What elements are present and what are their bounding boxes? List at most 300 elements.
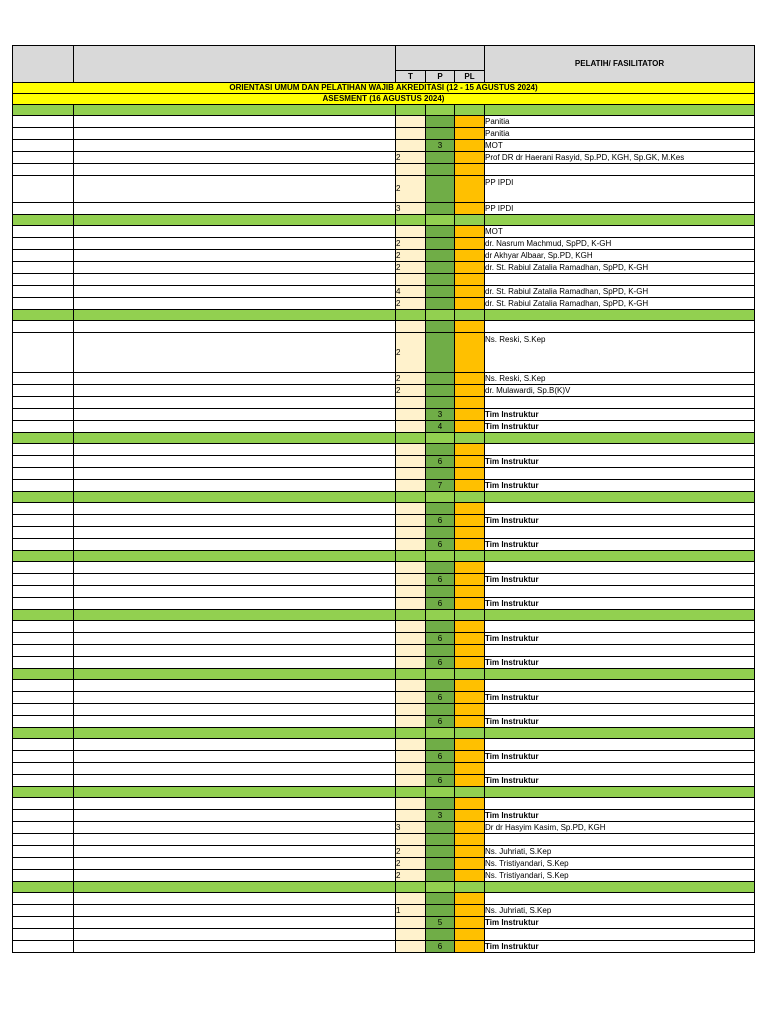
activity-cell xyxy=(74,128,396,140)
table-row xyxy=(13,286,755,298)
table-row xyxy=(13,834,755,846)
hours-pl-cell xyxy=(455,633,485,645)
divider-cell xyxy=(455,310,485,321)
facilitator-cell: Tim Instruktur xyxy=(485,480,755,492)
row-number-cell xyxy=(13,917,74,929)
table-row xyxy=(13,128,755,140)
divider-cell xyxy=(455,105,485,116)
section-divider-row xyxy=(13,215,755,226)
hours-pl-cell xyxy=(455,657,485,669)
divider-cell xyxy=(13,105,74,116)
facilitator-cell: Panitia xyxy=(485,128,755,140)
divider-cell xyxy=(74,492,396,503)
hours-t-cell xyxy=(396,586,426,598)
facilitator-cell: Panitia xyxy=(485,116,755,128)
row-number-cell xyxy=(13,226,74,238)
table-row xyxy=(13,274,755,286)
activity-cell xyxy=(74,527,396,539)
facilitator-cell xyxy=(485,321,755,333)
activity-cell xyxy=(74,421,396,433)
divider-cell xyxy=(396,610,426,621)
row-number-cell xyxy=(13,140,74,152)
hours-p-cell xyxy=(426,274,455,286)
row-number-cell xyxy=(13,586,74,598)
facilitator-cell: Tim Instruktur xyxy=(485,657,755,669)
divider-cell xyxy=(396,310,426,321)
divider-cell xyxy=(485,310,755,321)
activity-cell xyxy=(74,586,396,598)
hours-pl-cell xyxy=(455,164,485,176)
hours-p-cell xyxy=(426,798,455,810)
table-row xyxy=(13,798,755,810)
facilitator-cell xyxy=(485,527,755,539)
facilitator-cell: Ns. Reski, S.Kep xyxy=(485,333,755,373)
hours-p-cell: 6 xyxy=(426,633,455,645)
hours-pl-cell xyxy=(455,152,485,164)
hours-p-cell xyxy=(426,562,455,574)
hours-t-cell xyxy=(396,739,426,751)
table-row xyxy=(13,409,755,421)
divider-cell xyxy=(485,492,755,503)
hours-pl-cell xyxy=(455,775,485,787)
hours-p-cell xyxy=(426,763,455,775)
schedule-table xyxy=(12,45,755,953)
table-row xyxy=(13,515,755,527)
row-number-cell xyxy=(13,116,74,128)
activity-cell xyxy=(74,480,396,492)
hours-p-cell xyxy=(426,929,455,941)
facilitator-cell: MOT xyxy=(485,140,755,152)
hours-p-cell xyxy=(426,385,455,397)
hours-pl-cell xyxy=(455,373,485,385)
activity-cell xyxy=(74,515,396,527)
divider-cell xyxy=(485,433,755,444)
divider-cell xyxy=(13,492,74,503)
hours-p-cell xyxy=(426,468,455,480)
hours-t-cell xyxy=(396,409,426,421)
hours-t-cell: 3 xyxy=(396,203,426,215)
hours-p-cell xyxy=(426,397,455,409)
header-cell-empty xyxy=(74,46,396,83)
section-divider-row xyxy=(13,551,755,562)
hours-t-cell xyxy=(396,503,426,515)
hours-p-cell xyxy=(426,164,455,176)
divider-cell xyxy=(74,610,396,621)
activity-cell xyxy=(74,164,396,176)
row-number-cell xyxy=(13,858,74,870)
hours-t-cell: 2 xyxy=(396,250,426,262)
row-number-cell xyxy=(13,598,74,610)
hours-pl-cell xyxy=(455,321,485,333)
table-row xyxy=(13,870,755,882)
divider-cell xyxy=(455,669,485,680)
table-row xyxy=(13,480,755,492)
hours-pl-cell xyxy=(455,409,485,421)
row-number-cell xyxy=(13,321,74,333)
hours-pl-cell xyxy=(455,226,485,238)
hours-t-cell xyxy=(396,116,426,128)
activity-cell xyxy=(74,203,396,215)
hours-p-cell xyxy=(426,298,455,310)
facilitator-cell: Tim Instruktur xyxy=(485,751,755,763)
row-number-cell xyxy=(13,421,74,433)
activity-cell xyxy=(74,621,396,633)
table-row xyxy=(13,905,755,917)
hours-pl-cell xyxy=(455,539,485,551)
row-number-cell xyxy=(13,680,74,692)
hours-t-cell: 2 xyxy=(396,385,426,397)
table-row xyxy=(13,226,755,238)
table-row xyxy=(13,763,755,775)
hours-p-cell xyxy=(426,680,455,692)
row-number-cell xyxy=(13,503,74,515)
row-number-cell xyxy=(13,468,74,480)
header-cell-empty xyxy=(13,46,74,83)
facilitator-cell: PP IPDI xyxy=(485,176,755,203)
hours-pl-cell xyxy=(455,562,485,574)
table-row xyxy=(13,321,755,333)
hours-t-cell xyxy=(396,574,426,586)
activity-cell xyxy=(74,645,396,657)
hours-p-cell: 6 xyxy=(426,657,455,669)
facilitator-cell: dr. Mulawardi, Sp.B(K)V xyxy=(485,385,755,397)
activity-cell xyxy=(74,834,396,846)
hours-pl-cell xyxy=(455,456,485,468)
row-number-cell xyxy=(13,751,74,763)
divider-cell xyxy=(485,610,755,621)
table-row xyxy=(13,598,755,610)
hours-t-cell xyxy=(396,692,426,704)
facilitator-cell xyxy=(485,274,755,286)
hours-pl-cell xyxy=(455,692,485,704)
hours-pl-cell xyxy=(455,250,485,262)
divider-cell xyxy=(74,105,396,116)
divider-cell xyxy=(426,669,455,680)
facilitator-cell: Tim Instruktur xyxy=(485,456,755,468)
facilitator-cell xyxy=(485,586,755,598)
table-row xyxy=(13,680,755,692)
hours-p-cell: 5 xyxy=(426,917,455,929)
hours-t-cell xyxy=(396,140,426,152)
divider-cell xyxy=(455,551,485,562)
hours-t-cell xyxy=(396,893,426,905)
activity-cell xyxy=(74,929,396,941)
facilitator-cell: MOT xyxy=(485,226,755,238)
divider-cell xyxy=(426,787,455,798)
divider-cell xyxy=(396,787,426,798)
activity-cell xyxy=(74,716,396,728)
divider-cell xyxy=(74,310,396,321)
table-row xyxy=(13,152,755,164)
section-divider-row xyxy=(13,728,755,739)
hours-pl-cell xyxy=(455,680,485,692)
hours-p-cell: 6 xyxy=(426,692,455,704)
row-number-cell xyxy=(13,822,74,834)
activity-cell xyxy=(74,176,396,203)
table-row xyxy=(13,468,755,480)
hours-p-cell xyxy=(426,822,455,834)
divider-cell xyxy=(396,882,426,893)
table-row xyxy=(13,421,755,433)
divider-cell xyxy=(426,728,455,739)
row-number-cell xyxy=(13,562,74,574)
hours-p-cell: 6 xyxy=(426,775,455,787)
row-number-cell xyxy=(13,739,74,751)
hours-p-cell xyxy=(426,373,455,385)
hours-p-cell xyxy=(426,846,455,858)
hours-t-cell xyxy=(396,480,426,492)
table-row xyxy=(13,116,755,128)
divider-cell xyxy=(426,310,455,321)
hours-t-cell xyxy=(396,164,426,176)
col-header-p: P xyxy=(426,71,455,83)
table-row xyxy=(13,238,755,250)
hours-pl-cell xyxy=(455,586,485,598)
divider-cell xyxy=(426,551,455,562)
row-number-cell xyxy=(13,333,74,373)
facilitator-cell xyxy=(485,763,755,775)
hours-pl-cell xyxy=(455,128,485,140)
hours-t-cell xyxy=(396,421,426,433)
row-number-cell xyxy=(13,286,74,298)
hours-pl-cell xyxy=(455,298,485,310)
divider-cell xyxy=(426,610,455,621)
facilitator-cell: Tim Instruktur xyxy=(485,917,755,929)
hours-t-cell xyxy=(396,680,426,692)
row-number-cell xyxy=(13,846,74,858)
hours-pl-cell xyxy=(455,203,485,215)
table-row xyxy=(13,716,755,728)
hours-pl-cell xyxy=(455,333,485,373)
hours-p-cell xyxy=(426,503,455,515)
activity-cell xyxy=(74,321,396,333)
activity-cell xyxy=(74,870,396,882)
schedule-body xyxy=(13,46,755,953)
hours-t-cell xyxy=(396,274,426,286)
row-number-cell xyxy=(13,397,74,409)
facilitator-cell xyxy=(485,503,755,515)
facilitator-cell xyxy=(485,893,755,905)
hours-p-cell xyxy=(426,645,455,657)
section-divider-row xyxy=(13,882,755,893)
hours-t-cell xyxy=(396,128,426,140)
table-row xyxy=(13,203,755,215)
hours-t-cell xyxy=(396,834,426,846)
activity-cell xyxy=(74,657,396,669)
table-row xyxy=(13,262,755,274)
hours-t-cell xyxy=(396,527,426,539)
facilitator-cell xyxy=(485,739,755,751)
hours-pl-cell xyxy=(455,397,485,409)
table-row xyxy=(13,621,755,633)
divider-cell xyxy=(396,669,426,680)
hours-pl-cell xyxy=(455,598,485,610)
activity-cell xyxy=(74,250,396,262)
section-divider-row xyxy=(13,787,755,798)
hours-pl-cell xyxy=(455,846,485,858)
activity-cell xyxy=(74,574,396,586)
facilitator-cell: Tim Instruktur xyxy=(485,421,755,433)
hours-pl-cell xyxy=(455,893,485,905)
section-divider-row xyxy=(13,492,755,503)
section-divider-row xyxy=(13,610,755,621)
activity-cell xyxy=(74,680,396,692)
row-number-cell xyxy=(13,775,74,787)
activity-cell xyxy=(74,468,396,480)
banner-text: ORIENTASI UMUM DAN PELATIHAN WAJIB AKREDITASI (12 - 15 AGUSTUS 2024) xyxy=(13,83,755,94)
activity-cell xyxy=(74,286,396,298)
divider-cell xyxy=(485,669,755,680)
activity-cell xyxy=(74,444,396,456)
row-number-cell xyxy=(13,203,74,215)
divider-cell xyxy=(485,787,755,798)
facilitator-cell: Dr dr Hasyim Kasim, Sp.PD, KGH xyxy=(485,822,755,834)
hours-p-cell xyxy=(426,116,455,128)
facilitator-cell: Prof DR dr Haerani Rasyid, Sp.PD, KGH, Sp.GK, M.Kes xyxy=(485,152,755,164)
table-row xyxy=(13,633,755,645)
facilitator-cell: Ns. Juhriati, S.Kep xyxy=(485,846,755,858)
hours-pl-cell xyxy=(455,716,485,728)
hours-p-cell xyxy=(426,527,455,539)
row-number-cell xyxy=(13,633,74,645)
row-number-cell xyxy=(13,692,74,704)
hours-p-cell: 4 xyxy=(426,421,455,433)
facilitator-cell xyxy=(485,164,755,176)
divider-cell xyxy=(426,433,455,444)
table-row xyxy=(13,164,755,176)
table-row xyxy=(13,176,755,203)
hours-t-cell: 4 xyxy=(396,286,426,298)
hours-p-cell xyxy=(426,321,455,333)
hours-t-cell: 2 xyxy=(396,152,426,164)
table-row xyxy=(13,858,755,870)
header-cell-group xyxy=(396,46,485,71)
section-banner-assessment xyxy=(13,94,755,105)
row-number-cell xyxy=(13,834,74,846)
facilitator-header: PELATIH/ FASILITATOR xyxy=(485,46,755,83)
divider-cell xyxy=(74,551,396,562)
activity-cell xyxy=(74,503,396,515)
hours-t-cell xyxy=(396,704,426,716)
activity-cell xyxy=(74,397,396,409)
hours-p-cell xyxy=(426,286,455,298)
divider-cell xyxy=(485,551,755,562)
divider-cell xyxy=(485,105,755,116)
facilitator-cell xyxy=(485,562,755,574)
activity-cell xyxy=(74,633,396,645)
hours-t-cell xyxy=(396,397,426,409)
table-row xyxy=(13,929,755,941)
row-number-cell xyxy=(13,164,74,176)
row-number-cell xyxy=(13,152,74,164)
table-row xyxy=(13,751,755,763)
divider-cell xyxy=(74,882,396,893)
row-number-cell xyxy=(13,870,74,882)
hours-t-cell: 2 xyxy=(396,858,426,870)
hours-p-cell: 6 xyxy=(426,716,455,728)
hours-t-cell xyxy=(396,562,426,574)
activity-cell xyxy=(74,822,396,834)
row-number-cell xyxy=(13,798,74,810)
divider-cell xyxy=(455,215,485,226)
hours-t-cell: 1 xyxy=(396,905,426,917)
section-divider-row xyxy=(13,105,755,116)
hours-p-cell: 6 xyxy=(426,539,455,551)
hours-p-cell xyxy=(426,333,455,373)
divider-cell xyxy=(396,215,426,226)
activity-cell xyxy=(74,858,396,870)
facilitator-cell: Tim Instruktur xyxy=(485,574,755,586)
hours-t-cell xyxy=(396,798,426,810)
hours-pl-cell xyxy=(455,704,485,716)
hours-t-cell xyxy=(396,598,426,610)
hours-t-cell xyxy=(396,941,426,953)
row-number-cell xyxy=(13,527,74,539)
facilitator-cell xyxy=(485,834,755,846)
table-row xyxy=(13,775,755,787)
hours-p-cell xyxy=(426,905,455,917)
activity-cell xyxy=(74,704,396,716)
hours-t-cell xyxy=(396,810,426,822)
divider-cell xyxy=(426,105,455,116)
hours-t-cell: 3 xyxy=(396,822,426,834)
hours-p-cell: 6 xyxy=(426,598,455,610)
row-number-cell xyxy=(13,409,74,421)
hours-p-cell xyxy=(426,858,455,870)
row-number-cell xyxy=(13,704,74,716)
hours-t-cell xyxy=(396,929,426,941)
divider-cell xyxy=(485,728,755,739)
activity-cell xyxy=(74,274,396,286)
table-row xyxy=(13,645,755,657)
hours-pl-cell xyxy=(455,810,485,822)
col-header-pl: PL xyxy=(455,71,485,83)
table-row xyxy=(13,562,755,574)
row-number-cell xyxy=(13,238,74,250)
row-number-cell xyxy=(13,373,74,385)
activity-cell xyxy=(74,763,396,775)
facilitator-cell: dr. St. Rabiul Zatalia Ramadhan, SpPD, K-GH xyxy=(485,286,755,298)
hours-t-cell: 2 xyxy=(396,262,426,274)
divider-cell xyxy=(485,882,755,893)
activity-cell xyxy=(74,562,396,574)
hours-t-cell xyxy=(396,226,426,238)
hours-pl-cell xyxy=(455,798,485,810)
table-row xyxy=(13,298,755,310)
activity-cell xyxy=(74,539,396,551)
hours-pl-cell xyxy=(455,645,485,657)
hours-t-cell xyxy=(396,515,426,527)
hours-p-cell xyxy=(426,739,455,751)
hours-pl-cell xyxy=(455,739,485,751)
hours-t-cell xyxy=(396,763,426,775)
hours-t-cell xyxy=(396,917,426,929)
activity-cell xyxy=(74,152,396,164)
table-row xyxy=(13,397,755,409)
hours-pl-cell xyxy=(455,444,485,456)
row-number-cell xyxy=(13,444,74,456)
hours-p-cell: 3 xyxy=(426,810,455,822)
activity-cell xyxy=(74,739,396,751)
hours-t-cell xyxy=(396,539,426,551)
divider-cell xyxy=(455,882,485,893)
hours-p-cell xyxy=(426,893,455,905)
row-number-cell xyxy=(13,250,74,262)
activity-cell xyxy=(74,810,396,822)
divider-cell xyxy=(13,728,74,739)
divider-cell xyxy=(455,610,485,621)
table-row xyxy=(13,250,755,262)
